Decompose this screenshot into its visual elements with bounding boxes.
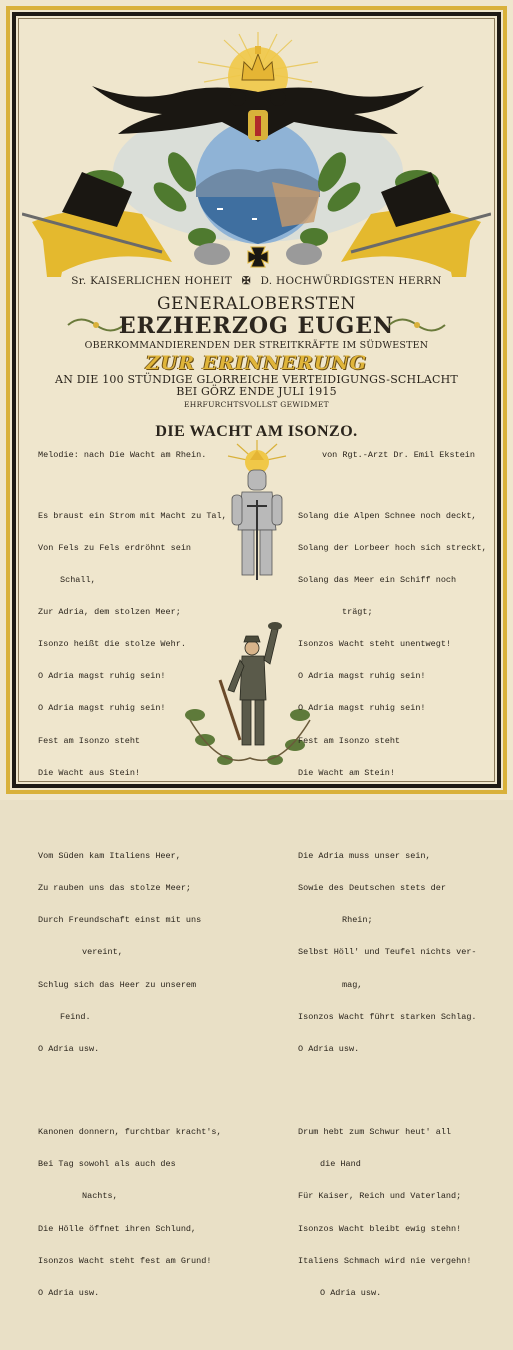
verse-line: Zur Adria, dem stolzen Meer; xyxy=(38,607,181,618)
verse-line: Rhein; xyxy=(342,915,373,926)
verse-line: Es braust ein Strom mit Macht zu Tal, xyxy=(38,510,227,521)
verse-line: Durch Freundschaft einst mit uns xyxy=(38,915,202,926)
header-illustration xyxy=(22,22,491,277)
verse-left-1 xyxy=(38,489,238,799)
verse-line: O Adria magst ruhig sein! xyxy=(38,671,166,682)
verse-right-3 xyxy=(298,1106,478,1320)
verse-line: Vom Süden kam Italiens Heer, xyxy=(38,851,181,862)
verse-right-1 xyxy=(298,489,487,799)
verse-line: trägt; xyxy=(342,607,373,618)
verses-right-column xyxy=(298,468,487,1350)
verse-line: vereint, xyxy=(82,947,123,958)
verse-line: Die Wacht am Stein! xyxy=(298,767,395,778)
verse-line: Selbst Höll' und Teufel nichts ver- xyxy=(298,947,477,958)
verse-line: Isonzos Wacht führt starken Schlag. xyxy=(298,1011,477,1022)
verse-line: Drum hebt zum Schwur heut' all xyxy=(298,1127,452,1138)
verse-line: Isonzos Wacht steht unentwegt! xyxy=(298,639,452,650)
dedication-command: OBERKOMMANDIERENDEN DER STREITKRÄFTE IM SÜDWESTEN xyxy=(84,340,429,351)
song-title: DIE WACHT AM ISONZO. xyxy=(155,423,358,440)
verse-line: Italiens Schmach wird nie vergehn! xyxy=(298,1255,472,1266)
melody-note: Melodie: nach Die Wacht am Rhein. xyxy=(38,450,207,460)
verse-line: Bei Tag sowohl als auch des xyxy=(38,1159,176,1170)
dedication-name: ERZHERZOG EUGEN xyxy=(118,313,395,339)
verse-line: Nachts, xyxy=(82,1191,118,1202)
verse-line: Schall, xyxy=(60,575,96,586)
verse-line: Für Kaiser, Reich und Vaterland; xyxy=(298,1191,462,1202)
verse-line: O Adria usw. xyxy=(38,1043,100,1054)
dedication-line1-right: D. HOCHWÜRDIGSTEN HERRN xyxy=(260,275,442,287)
helmet-right xyxy=(286,243,322,265)
verse-line: Fest am Isonzo steht xyxy=(38,735,141,746)
verse-line: Die Adria muss unser sein, xyxy=(298,851,431,862)
helmet-left xyxy=(194,243,230,265)
verses-left-column xyxy=(38,468,238,1350)
author-note: von Rgt.-Arzt Dr. Emil Ekstein xyxy=(321,450,475,460)
verse-line: Die Wacht aus Stein! xyxy=(38,767,141,778)
verse-left-3 xyxy=(38,1106,238,1320)
verse-line: Solang die Alpen Schnee noch deckt, xyxy=(298,510,477,521)
dedication-line1-left: Sr. KAISERLICHEN HOHEIT xyxy=(71,275,233,287)
verse-line: O Adria magst ruhig sein! xyxy=(38,703,166,714)
verse-line: O Adria magst ruhig sein! xyxy=(298,671,426,682)
verse-right-2 xyxy=(298,830,478,1076)
verse-line: O Adria usw. xyxy=(38,1287,100,1298)
verse-line: O Adria magst ruhig sein! xyxy=(298,703,426,714)
verse-line: Die Hölle öffnet ihren Schlund, xyxy=(38,1223,197,1234)
verse-line: Von Fels zu Fels erdröhnt sein xyxy=(38,542,192,553)
verse-line: Isonzo heißt die stolze Wehr. xyxy=(38,639,186,650)
verse-line: Feind. xyxy=(60,1011,91,1022)
verse-line: Zu rauben uns das stolze Meer; xyxy=(38,883,192,894)
verse-line: Schlug sich das Heer zu unserem xyxy=(38,979,197,990)
verse-left-2 xyxy=(38,830,238,1076)
verse-line: O Adria usw. xyxy=(298,1043,360,1054)
verse-line: Fest am Isonzo steht xyxy=(298,735,401,746)
verse-line: mag, xyxy=(342,979,363,990)
verse-line: Sowie des Deutschen stets der xyxy=(298,883,446,894)
iron-cross-icon xyxy=(248,247,268,267)
dedication-rank: GENERALOBERSTEN xyxy=(156,294,357,314)
verse-line: Isonzos Wacht steht fest am Grund! xyxy=(38,1255,212,1266)
dedication-memorial: ZUR ERINNERUNG xyxy=(145,352,368,374)
dedication-line1 xyxy=(40,275,473,287)
dedication-date: BEI GÖRZ ENDE JULI 1915 xyxy=(176,385,337,398)
ornament-right-icon xyxy=(387,314,447,336)
verse-line: Solang das Meer ein Schiff noch xyxy=(298,575,457,586)
dedication-dedicated: EHRFURCHTSVOLLST GEWIDMET xyxy=(184,400,329,409)
iron-cross-small-icon: ✠ xyxy=(241,275,251,287)
verse-line: Isonzos Wacht bleibt ewig stehn! xyxy=(298,1223,462,1234)
verse-line: Kanonen donnern, furchtbar kracht's, xyxy=(38,1127,222,1138)
verse-line: die Hand xyxy=(320,1159,361,1170)
dedication-battle: AN DIE 100 STÜNDIGE GLORREICHE VERTEIDIGUNGS-SCHLACHT xyxy=(55,373,458,386)
verse-line: Solang der Lorbeer hoch sich streckt, xyxy=(298,542,487,553)
verse-line: O Adria usw. xyxy=(320,1287,382,1298)
